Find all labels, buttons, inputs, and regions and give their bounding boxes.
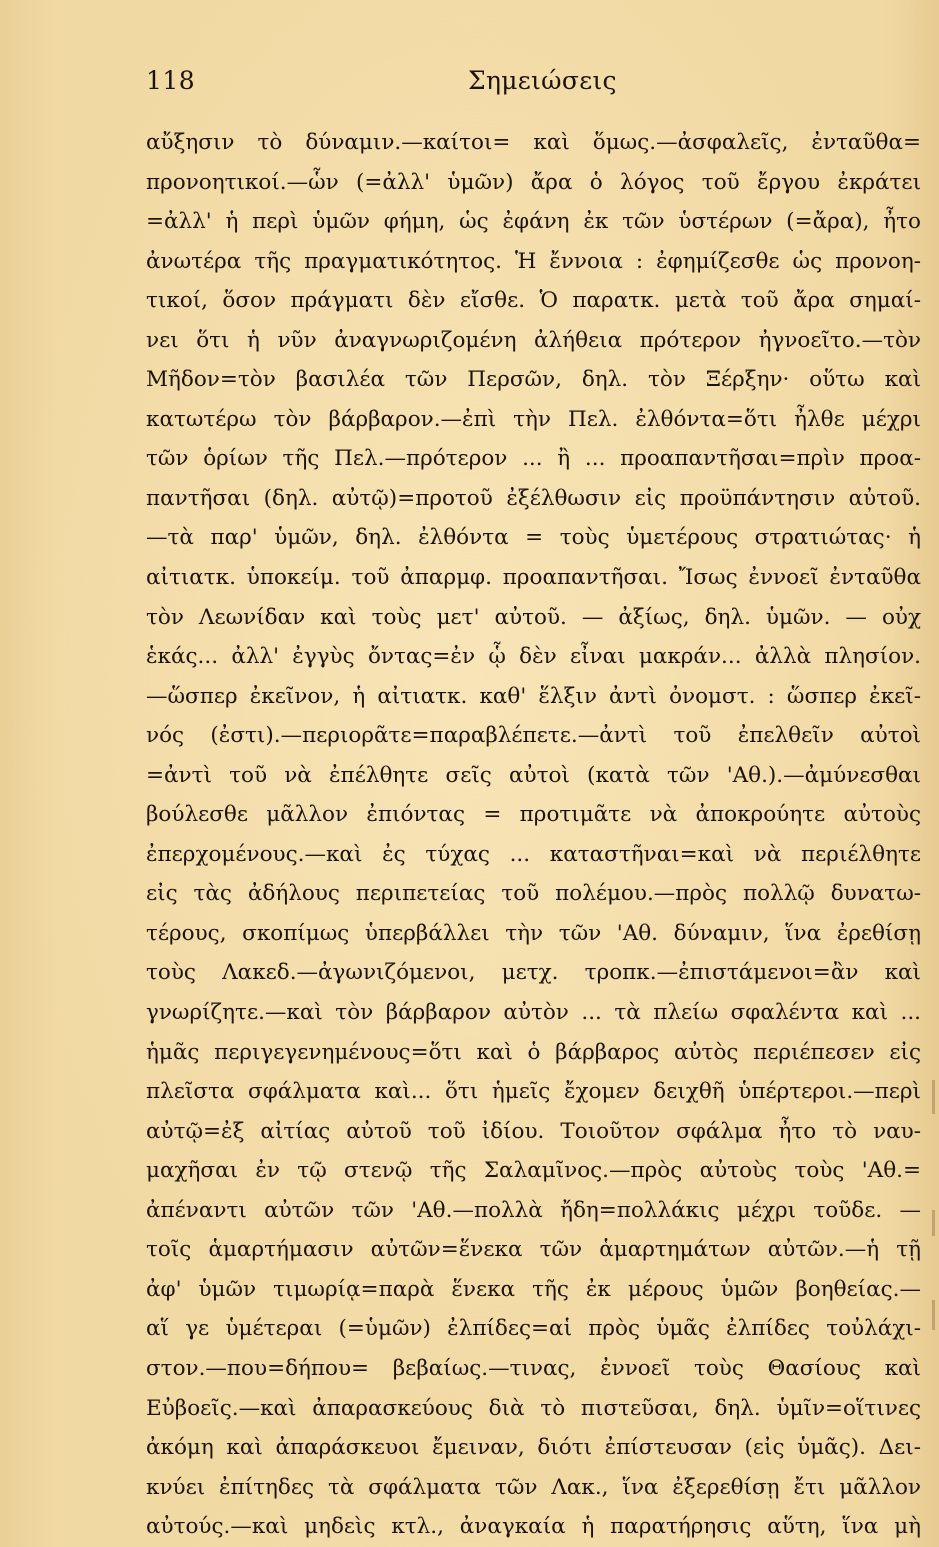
text-line: —τὰ παρ' ὑμῶν, δηλ. ἐλθόντα = τοὺς ὑμετέρους στρατιώτας· ἡ [146, 525, 921, 551]
text-line: Μῆδον=τὸν βασιλέα τῶν Περσῶν, δηλ. τὸν Ξέρξην· οὕτω καὶ [146, 367, 921, 393]
text-line: γνωρίζητε.—καὶ τὸν βάρβαρον αὐτὸν ... τὰ πλείω σφαλέντα καὶ ... [146, 1000, 921, 1026]
text-line: στον.—που=δήπου= βεβαίως.—τινας, ἐννοεῖ τοὺς Θασίους καὶ [146, 1355, 921, 1381]
page-edge-mark [932, 1210, 935, 1236]
text-line: ἑκάς... ἀλλ' ἐγγὺς ὄντας=ἐν ᾧ δὲν εἶναι μακράν... ἀλλὰ πλησίον. [146, 644, 921, 670]
text-line: τικοί, ὅσον πράγματι δὲν εἴσθε. Ὁ παρατκ. μετὰ τοῦ ἄρα σημαί- [146, 288, 921, 314]
text-line: ἀφ' ὑμῶν τιμωρίᾳ=παρὰ ἕνεκα τῆς ἐκ μέρους ὑμῶν βοηθείας.— [146, 1276, 921, 1302]
page-edge-mark [932, 1080, 935, 1114]
text-line: —ὥσπερ ἐκεῖνον, ἡ αἰτιατκ. καθ' ἕλξιν ἀντὶ ὀνομστ. : ὥσπερ ἐκεῖ- [146, 683, 921, 709]
text-line: ἐπερχομένους.—καὶ ἐς τύχας ... καταστῆναι=καὶ νὰ περιέλθητε [146, 841, 921, 867]
text-line: τῶν ὁρίων τῆς Πελ.—πρότερον ... ἢ ... προαπαντῆσαι=πρὶν προα- [146, 446, 921, 472]
page-edge-mark [932, 1300, 935, 1330]
text-line: προνοητικοί.—ὧν (=ἀλλ' ὑμῶν) ἄρα ὁ λόγος τοῦ ἔργου ἐκράτει [146, 169, 921, 195]
text-line: νός (ἐστι).—περιορᾶτε=παραβλέπετε.—ἀντὶ τοῦ ἐπελθεῖν αὐτοὶ [146, 723, 921, 749]
text-line: ἀνωτέρα τῆς πραγματικότητος. Ἡ ἔννοια : ἐφημίζεσθε ὡς προνοη- [146, 248, 921, 274]
text-line: =ἀντὶ τοῦ νὰ ἐπέλθητε σεῖς αὐτοὶ (κατὰ τῶν 'Αθ.).—ἀμύνεσθαι [146, 762, 921, 788]
text-line: παντῆσαι (δηλ. αὐτῷ)=προτοῦ ἐξέλθωσιν εἰς προϋπάντησιν αὐτοῦ. [146, 485, 921, 511]
text-line: αὔξησιν τὸ δύναμιν.—καίτοι= καὶ ὅμως.—ἀσφαλεῖς, ἐνταῦθα= [146, 130, 921, 155]
text-line: πλεῖστα σφάλματα καὶ... ὅτι ἡμεῖς ἔχομεν δειχθῆ ὑπέρτεροι.—περὶ [146, 1079, 921, 1105]
text-line: αἰτιατκ. ὑποκείμ. τοῦ ἀπαρμφ. προαπαντῆσαι. Ἴσως ἐννοεῖ ἐνταῦθα [146, 565, 921, 591]
text-line: αὐτούς.—καὶ μηδεὶς κτλ., ἀναγκαία ἡ παρατήρησις αὕτη, ἵνα μὴ [146, 1514, 921, 1540]
text-line: μαχῆσαι ἐν τῷ στενῷ τῆς Σαλαμῖνος.—πρὸς αὐτοὺς τοὺς 'Αθ.= [146, 1158, 921, 1184]
text-line: κατωτέρω τὸν βάρβαρον.—ἐπὶ τὴν Πελ. ἐλθόντα=ὅτι ἦλθε μέχρι [146, 406, 921, 432]
text-line: τοὺς Λακεδ.—ἀγωνιζόμενοι, μετχ. τροπκ.—ἐπιστάμενοι=ἂν καὶ [146, 960, 921, 986]
notes-body [146, 123, 921, 1547]
text-line: =ἀλλ' ἡ περὶ ὑμῶν φήμη, ὡς ἐφάνη ἐκ τῶν ὑστέρων (=ἄρα), ἦτο [146, 209, 921, 235]
page-header [146, 66, 936, 106]
text-line: νει ὅτι ἡ νῦν ἀναγνωριζομένη ἀλήθεια πρότερον ἠγνοεῖτο.—τὸν [146, 327, 921, 353]
running-title: Σημειώσεις [468, 66, 617, 95]
text-line: ἀπέναντι αὐτῶν τῶν 'Αθ.—πολλὰ ἤδη=πολλάκις μέχρι τοῦδε. — [146, 1197, 921, 1223]
text-line: αἵ γε ὑμέτεραι (=ὑμῶν) ἐλπίδες=αἱ πρὸς ὑμᾶς ἐλπίδες τοὐλάχι- [146, 1316, 921, 1342]
text-line: βούλεσθε μᾶλλον ἐπιόντας = προτιμᾶτε νὰ ἀποκρούητε αὐτοὺς [146, 802, 921, 828]
text-line: τὸν Λεωνίδαν καὶ τοὺς μετ' αὐτοῦ. — ἀξίως, δηλ. ὑμῶν. — οὐχ [146, 604, 921, 630]
text-line: ἡμᾶς περιγεγενημένους=ὅτι καὶ ὁ βάρβαρος αὐτὸς περιέπεσεν εἰς [146, 1039, 921, 1065]
text-line: ἀκόμη καὶ ἀπαράσκευοι ἔμειναν, διότι ἐπίστευσαν (εἰς ὑμᾶς). Δει- [146, 1435, 921, 1461]
text-line: Εὐβοεῖς.—καὶ ἀπαρασκεύους διὰ τὸ πιστεῦσαι, δηλ. ὑμῖν=οἵτινες [146, 1395, 921, 1421]
text-line: τέρους, σκοπίμως ὑπερβάλλει τὴν τῶν 'Αθ. δύναμιν, ἵνα ἐρεθίσῃ [146, 920, 921, 946]
text-line: αὐτῷ=ἐξ αἰτίας αὐτοῦ τοῦ ἰδίου. Τοιοῦτον σφάλμα ἦτο τὸ ναυ- [146, 1118, 921, 1144]
text-line: εἰς τὰς ἀδήλους περιπετείας τοῦ πολέμου.—πρὸς πολλῷ δυνατω- [146, 881, 921, 907]
text-line: τοῖς ἁμαρτήμασιν αὐτῶν=ἕνεκα τῶν ἁμαρτημάτων αὐτῶν.—ἡ τῇ [146, 1237, 921, 1263]
page-number: 118 [146, 66, 196, 95]
text-line: κνύει ἐπίτηδες τὰ σφάλματα τῶν Λακ., ἵνα ἐξερεθίσῃ ἔτι μᾶλλον [146, 1474, 921, 1500]
